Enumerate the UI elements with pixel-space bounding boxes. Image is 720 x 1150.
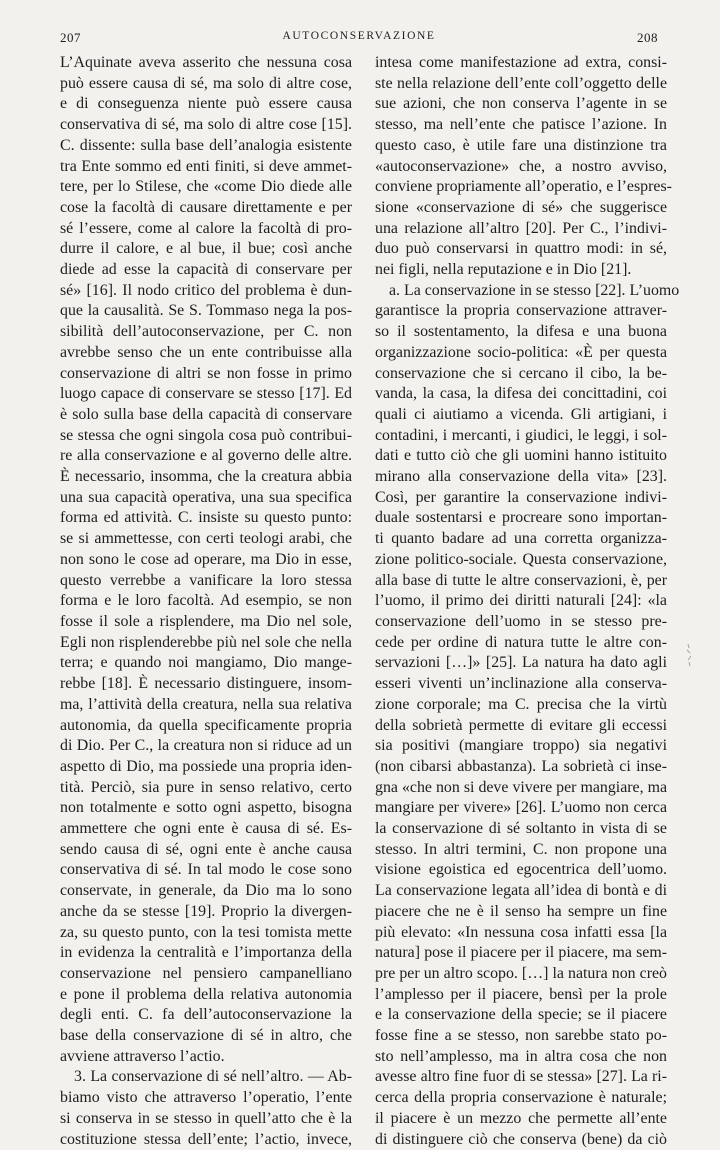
right-column-text — [375, 53, 680, 1150]
text-line: sé l’essere, come al calore la facoltà di pro- — [60, 219, 352, 237]
text-line: questo verrebbe a vanificare la loro stessa — [60, 571, 352, 589]
text-line: tità. Perciò, sia pure in senso relativo, certo — [60, 778, 352, 796]
text-line: piacere che ne è il senso ha sempre un fine — [375, 902, 667, 920]
text-line: Così, per garantire la conservazione indivi- — [375, 488, 667, 506]
text-line: conservazione nel pensiero campanelliano — [60, 964, 352, 982]
text-line: gna «che non si deve vivere per mangiare, ma — [375, 778, 667, 796]
text-line: fosse fine a se stesso, non sarebbe stato po- — [375, 1027, 667, 1045]
text-line: l’uomo, il primo dei diritti naturali [24]: «la — [375, 592, 667, 610]
text-line: degli enti. C. fa dell’autoconservazione la — [60, 1006, 352, 1024]
margin-pencil-mark — [682, 642, 696, 670]
text-line: non sono le cose ad operare, ma Dio in esse, — [60, 550, 352, 568]
text-line: non totalmente e sotto ogni aspetto, bisogna — [60, 799, 352, 817]
text-line: duale sostentarsi e procreare sono importan- — [375, 509, 667, 527]
page-number-right: 208 — [637, 30, 658, 45]
text-line: zione politico-sociale. Questa conservazione, — [375, 550, 667, 568]
text-line: zione corporale; ma C. precisa che la virtù — [375, 695, 667, 713]
text-line: costituzione stessa dell’ente; l’actio, invece, — [60, 1130, 352, 1148]
text-line: «autoconservazione» che, a nostro avviso, — [375, 157, 667, 175]
text-line: sia positivi (mangiare troppo) sia negativi — [375, 737, 667, 755]
text-line: stesso, ma nell’ente che patisce l’azione. In — [375, 116, 667, 134]
page-number-left: 207 — [60, 30, 81, 45]
text-line: conservazione di altri se non fosse in primo — [60, 364, 352, 382]
text-line: vanda, la casa, la difesa dei concittadini, coi — [375, 385, 667, 403]
text-line: autonomia, da quella specificamente propria — [60, 716, 352, 734]
text-line: pre per un altro scopo. […] la natura non creò — [375, 964, 667, 982]
text-line: di Dio. Per C., la creatura non si riduce ad un — [60, 737, 352, 755]
text-line: ammettere che ogni ente è causa di sé. Es- — [60, 820, 352, 838]
text-line: di distinguere ciò che conserva (bene) da ciò — [375, 1130, 667, 1148]
text-line: e pone il problema della relativa autonomia — [60, 985, 352, 1003]
text-line: mangiare per vivere» [26]. L’uomo non cerca — [375, 799, 667, 817]
text-line: della sobrietà permette di evitare gli eccessi — [375, 716, 667, 734]
left-column-text — [60, 53, 352, 1150]
text-line: sue azioni, che non conserva l’agente in se — [375, 95, 667, 113]
text-line: C. dissente: sulla base dell’analogia esistente — [60, 136, 352, 154]
text-line: può essere causa di sé, ma solo di altre cose, — [60, 74, 352, 92]
text-line: organizzazione socio-politica: «È per questa — [375, 343, 667, 361]
text-line: durre il calore, e al bue, il bue; così anche — [60, 240, 352, 258]
text-line: se si ammettesse, con certi teologi arabi, che — [60, 530, 352, 548]
text-line: e la conservazione della specie; se il piacere — [375, 1006, 667, 1024]
text-line: La conservazione legata all’idea di bontà e di — [375, 882, 667, 900]
text-line: conservazione che si cercano il cibo, la be- — [375, 364, 667, 382]
running-title: AUTOCONSERVAZIONE — [282, 30, 436, 42]
text-line: in evidenza la centralità e l’importanza della — [60, 944, 352, 962]
text-line: diede ad esse la capacità di conservare per — [60, 261, 352, 279]
text-line: nei figli, nella reputazione e in Dio [21]. — [375, 261, 632, 279]
text-line: base della conservazione di sé in altro, che — [60, 1027, 352, 1045]
text-line: za, su questo punto, con la tesi tomista mette — [60, 923, 352, 941]
running-header — [60, 30, 658, 50]
text-line: si conserva in se stesso in quell’atto che è la — [60, 1109, 352, 1127]
text-line: natura] pose il piacere per il piacere, ma sem- — [375, 944, 667, 962]
text-line: ste nella relazione dell’ente coll’oggetto delle — [375, 74, 667, 92]
text-line: sé» [16]. Il nodo critico del problema è dun- — [60, 281, 352, 299]
text-line: sto nell’amplesso, ma in altra cosa che non — [375, 1047, 667, 1065]
text-line: biamo visto che attraverso l’operatio, l’ente — [60, 1089, 352, 1107]
text-line: sendo causa di sé, ogni ente è anche causa — [60, 840, 352, 858]
text-line: più elevato: «In nessuna cosa infatti essa [la — [375, 923, 667, 941]
text-line: la conservazione di sé soltanto in vista di se — [375, 820, 667, 838]
text-line: aspetto di Dio, ma possiede una propria iden- — [60, 757, 352, 775]
text-line: è solo sulla base della capacità di conservare — [60, 405, 352, 423]
text-line: avesse altro fine fuor di se stessa» [27]. La ri- — [375, 1068, 667, 1086]
text-line: cerca della propria conservazione è naturale; — [375, 1089, 667, 1107]
text-line: cose la facoltà di causare direttamente e per — [60, 198, 352, 216]
text-line: una relazione all’altro [20]. Per C., l’indivi- — [375, 219, 667, 237]
text-line: una sua capacità operativa, una sua specifica — [60, 488, 352, 506]
text-line: e di conseguenza niente può essere causa — [60, 95, 352, 113]
text-line: avrebbe senso che un ente contribuisse alla — [60, 343, 352, 361]
text-line: conservativa di sé, ma solo di altre cose [15]. — [60, 116, 352, 134]
text-line: questo caso, è utile fare una distinzione tra — [375, 136, 667, 154]
text-line: que la causalità. Se S. Tommaso nega la pos- — [60, 302, 352, 320]
text-line: conservate, in generale, da Dio ma lo sono — [60, 882, 352, 900]
text-line: forma ed attività. C. insiste su questo punto: — [60, 509, 352, 527]
text-line: L’Aquinate aveva asserito che nessuna cosa — [60, 54, 352, 71]
text-line: stesso. In altri termini, C. non propone una — [375, 840, 667, 858]
text-line: mirano alla conservazione della vita» [23]. — [375, 468, 667, 486]
text-line: forma e le loro facoltà. Ad esempio, se non — [60, 592, 352, 610]
text-line: visione egoistica ed egocentrica dell’uomo. — [375, 861, 667, 879]
text-line: conviene propriamente all’operatio, e l’espres- — [375, 178, 672, 196]
text-line: terra; e quando noi mangiamo, Dio mange- — [60, 654, 352, 672]
text-line: È necessario, insomma, che la creatura abbia — [60, 468, 352, 486]
text-line: 3. La conservazione di sé nell’altro. — Ab- — [74, 1068, 352, 1086]
text-line: so il sostentamento, la difesa e una buona — [375, 323, 667, 341]
text-line: esseri viventi un’inclinazione alla conserva- — [375, 675, 667, 693]
text-line: Egli non risplenderebbe più nel sole che nella — [60, 633, 352, 651]
text-line: luogo capace di conservare se stesso [17]. Ed — [60, 385, 352, 403]
text-line: tere, per lo Stilese, che «come Dio diede alle — [60, 178, 352, 196]
text-line: se stessa che ogni singola cosa può contribui- — [60, 426, 352, 444]
text-line: fosse il sole a risplendere, ma Dio nel sole, — [60, 612, 352, 630]
text-line: tra Ente sommo ed enti finiti, si deve ammet- — [60, 157, 352, 175]
text-line: cede per ordine di natura tutte le altre con- — [375, 633, 667, 651]
text-line: anche da se stesse [19]. Proprio la divergen- — [60, 902, 352, 920]
text-line: servazioni […]» [25]. La natura ha dato agli — [375, 654, 667, 672]
text-line: conservativa di sé. In tal modo le cose sono — [60, 861, 352, 879]
text-line: conservazione dell’uomo in se stesso pre- — [375, 612, 667, 630]
text-line: ti quanto badare ad una corretta organizza- — [375, 530, 667, 548]
text-line: rebbe [18]. È necessario distinguere, insom- — [60, 675, 352, 693]
text-line: dati e tutto ciò che gli uomini hanno istituito — [375, 447, 667, 465]
text-line: quali ci aiutiamo a vicenda. Gli artigiani, i — [375, 405, 667, 423]
text-line: sibilità dell’autoconservazione, per C. non — [60, 323, 352, 341]
text-line: intesa come manifestazione ad extra, consi- — [375, 54, 667, 71]
text-line: contadini, i mercanti, i giudici, le leggi, i sol- — [375, 426, 667, 444]
text-line: sione «conservazione di sé» che suggerisce — [375, 198, 667, 216]
text-line: re alla conservazione e al governo delle altre. — [60, 447, 352, 465]
text-line: garantisce la propria conservazione attraver- — [375, 302, 667, 320]
text-line: ma, l’attività della creatura, nella sua relativa — [60, 695, 352, 713]
text-line: l’amplesso per il piacere, bensì per la prole — [375, 985, 667, 1003]
text-line: avviene attraverso l’actio. — [60, 1047, 225, 1065]
text-line: (non cibarsi abbastanza). La sobrietà ci inse- — [375, 757, 667, 775]
text-line: a. La conservazione in se stesso [22]. L’uomo — [389, 281, 680, 299]
text-line: alla base di tutte le altre conservazioni, è, per — [375, 571, 667, 589]
text-line: il piacere è un mezzo che permette all’ente — [375, 1109, 667, 1127]
text-line: duo può conservarsi in quattro modi: in sé, — [375, 240, 667, 258]
